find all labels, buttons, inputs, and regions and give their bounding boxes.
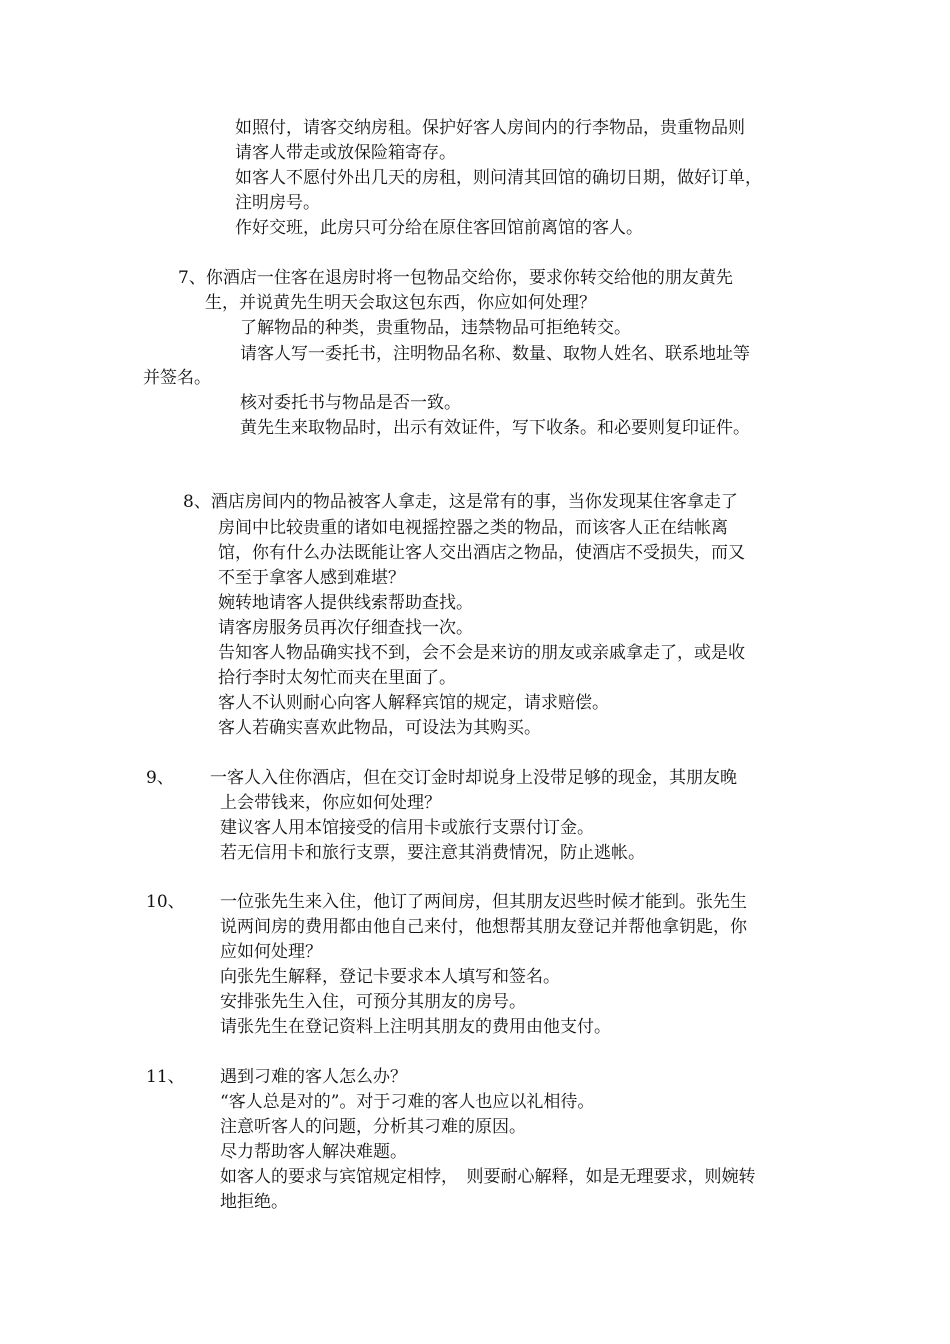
text-line: 向张先生解释，登记卡要求本人填写和签名。 bbox=[220, 967, 560, 987]
text-line: 拾行李时太匆忙而夹在里面了。 bbox=[218, 668, 456, 688]
text-line: 注意听客人的问题，分析其刁难的原因。 bbox=[220, 1117, 526, 1137]
question-10: 一位张先生来入住，他订了两间房，但其朋友迟些时候才能到。张先生 bbox=[220, 892, 747, 912]
question-10-number: 10、 bbox=[146, 892, 185, 912]
text-line: 并签名。 bbox=[143, 368, 211, 388]
text-line: 请客人带走或放保险箱寄存。 bbox=[235, 143, 456, 163]
question-7: 7、你酒店一住客在退房时将一包物品交给你，要求你转交给他的朋友黄先 bbox=[178, 268, 733, 288]
question-11-number: 11、 bbox=[146, 1067, 185, 1087]
text-line: 请张先生在登记资料上注明其朋友的费用由他支付。 bbox=[220, 1017, 611, 1037]
text-line: 告知客人物品确实找不到，会不会是来访的朋友或亲戚拿走了，或是收 bbox=[218, 643, 745, 663]
text-line: 请客人写一委托书，注明物品名称、数量、取物人姓名、联系地址等 bbox=[240, 344, 750, 364]
text-line: 房间中比较贵重的诸如电视摇控器之类的物品，而该客人正在结帐离 bbox=[218, 518, 728, 538]
text-line: 上会带钱来，你应如何处理？ bbox=[220, 793, 441, 813]
text-line: 安排张先生入住，可预分其朋友的房号。 bbox=[220, 992, 526, 1012]
text-line: 建议客人用本馆接受的信用卡或旅行支票付订金。 bbox=[220, 818, 594, 838]
text-line: 黄先生来取物品时，出示有效证件，写下收条。和必要则复印证件。 bbox=[240, 418, 750, 438]
text-line: 客人若确实喜欢此物品，可设法为其购买。 bbox=[218, 718, 541, 738]
text-line: 若无信用卡和旅行支票，要注意其消费情况，防止逃帐。 bbox=[220, 843, 645, 863]
text-line: 如客人的要求与宾馆规定相悖， 则要耐心解释，如是无理要求，则婉转 bbox=[220, 1167, 756, 1187]
text-line: 注明房号。 bbox=[235, 193, 320, 213]
question-9-number: 9、 bbox=[146, 768, 174, 788]
text-line: 生，并说黄先生明天会取这包东西，你应如何处理？ bbox=[205, 293, 596, 313]
text-line: 如照付，请客交纳房租。保护好客人房间内的行李物品，贵重物品则 bbox=[235, 118, 745, 138]
text-line: 尽力帮助客人解决难题。 bbox=[220, 1142, 407, 1162]
question-11: 遇到刁难的客人怎么办？ bbox=[220, 1067, 407, 1087]
text-line: 不至于拿客人感到难堪？ bbox=[218, 568, 405, 588]
text-line: “客人总是对的”。对于刁难的客人也应以礼相待。 bbox=[220, 1092, 595, 1112]
text-line: 了解物品的种类，贵重物品，违禁物品可拒绝转交。 bbox=[240, 318, 631, 338]
text-line: 馆，你有什么办法既能让客人交出酒店之物品，使酒店不受损失，而又 bbox=[218, 543, 745, 563]
text-line: 客人不认则耐心向客人解释宾馆的规定，请求赔偿。 bbox=[218, 693, 609, 713]
text-line: 说两间房的费用都由他自己来付，他想帮其朋友登记并帮他拿钥匙，你 bbox=[220, 917, 747, 937]
text-line: 作好交班，此房只可分给在原住客回馆前离馆的客人。 bbox=[235, 218, 643, 238]
text-line: 地拒绝。 bbox=[220, 1192, 288, 1212]
question-9: 一客人入住你酒店，但在交订金时却说身上没带足够的现金，其朋友晚 bbox=[210, 768, 737, 788]
text-line: 如客人不愿付外出几天的房租，则问清其回馆的确切日期，做好订单， bbox=[235, 168, 762, 188]
text-line: 请客房服务员再次仔细查找一次。 bbox=[218, 618, 473, 638]
text-line: 婉转地请客人提供线索帮助查找。 bbox=[218, 593, 473, 613]
text-line: 应如何处理？ bbox=[220, 942, 322, 962]
question-8: 8、酒店房间内的物品被客人拿走，这是常有的事，当你发现某住客拿走了 bbox=[183, 492, 738, 512]
text-line: 核对委托书与物品是否一致。 bbox=[240, 393, 461, 413]
